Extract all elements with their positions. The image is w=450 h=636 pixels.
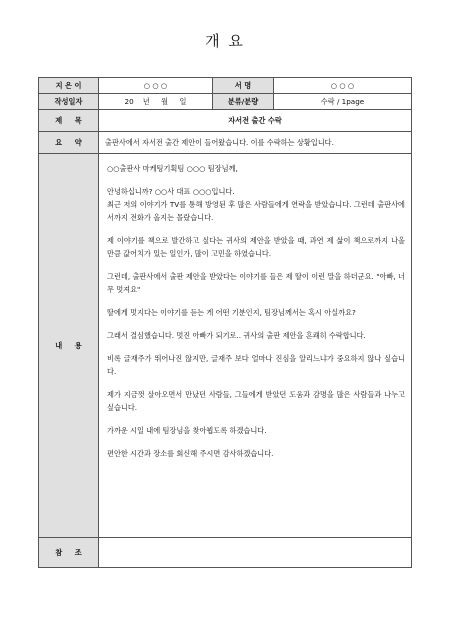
content-paragraphs bbox=[107, 162, 405, 460]
date-label: 작성일자 bbox=[39, 94, 99, 110]
author-label: 지 은 이 bbox=[39, 78, 99, 94]
content-paragraph: 제가 지금껏 살아오면서 만났던 사람들, 그들에게 받았던 도움과 감명을 많은 사람들과 나누고 싶습니다. bbox=[107, 390, 405, 412]
content-label: 내 용 bbox=[39, 154, 99, 538]
content-paragraph: ○○출판사 마케팅기획팀 ○○○ 팀장님께, bbox=[107, 164, 238, 173]
reference-value bbox=[99, 538, 412, 568]
author-value: ○ ○ ○ bbox=[99, 78, 213, 94]
reference-label: 참 조 bbox=[39, 538, 99, 568]
content-body bbox=[99, 154, 412, 538]
content-paragraph: 가까운 시일 내에 팀장님을 찾아뵙도록 하겠습니다. bbox=[107, 426, 267, 435]
content-paragraph: 딸에게 멋지다는 이야기를 듣는 게 어떤 기분인지, 팀장님께서는 혹시 아실까요? bbox=[107, 308, 356, 317]
page-title: 개 요 bbox=[205, 32, 245, 50]
content-paragraph: 그런데, 출판사에서 출판 제안을 받았다는 이야기를 들은 제 딸이 이런 말을 하더군요. "아빠, 너무 멋져요" bbox=[107, 272, 405, 294]
category-label: 분류/분량 bbox=[213, 94, 274, 110]
sign-value: ○ ○ ○ bbox=[274, 78, 412, 94]
content-paragraph: 비록 글재주가 뛰어나진 않지만, 글재주 보다 얼마나 진심을 알리느냐가 중요하지 않나 싶습니다. bbox=[107, 354, 405, 376]
subject-value: 자서전 출간 수락 bbox=[99, 110, 412, 132]
date-value: 20 년 월 일 bbox=[99, 94, 213, 110]
summary-value: 출판사에서 자서전 출간 제안이 들어왔습니다. 이를 수락하는 상황입니다. bbox=[99, 132, 412, 154]
subject-label: 제 목 bbox=[39, 110, 99, 132]
summary-label: 요 약 bbox=[39, 132, 99, 154]
content-paragraph: 제 이야기를 책으로 발간하고 싶다는 귀사의 제안을 받았을 때, 과연 제 삶이 책으로까지 나올 만큼 값어치가 있는 일인가, 많이 고민을 하였습니다. bbox=[107, 236, 405, 258]
category-value: 수락 / 1page bbox=[274, 94, 412, 110]
sign-label: 서 명 bbox=[213, 78, 274, 94]
content-paragraph: 그래서 결심했습니다. 멋진 아빠가 되기로.. 귀사의 출판 제안을 흔쾌히 수락합니다. bbox=[107, 331, 366, 340]
content-paragraph: 편안한 시간과 장소를 회신해 주시면 감사하겠습니다. bbox=[107, 449, 274, 458]
content-paragraph: 안녕하십니까? ○○사 대표 ○○○입니다. 최근 저의 이야기가 TV를 통해 방영된 후 많은 사람들에게 연락을 받았습니다. 그런데 출판사에서까지 전화가 올지는 몰랐습니다. bbox=[107, 187, 405, 222]
overview-form bbox=[38, 77, 412, 568]
